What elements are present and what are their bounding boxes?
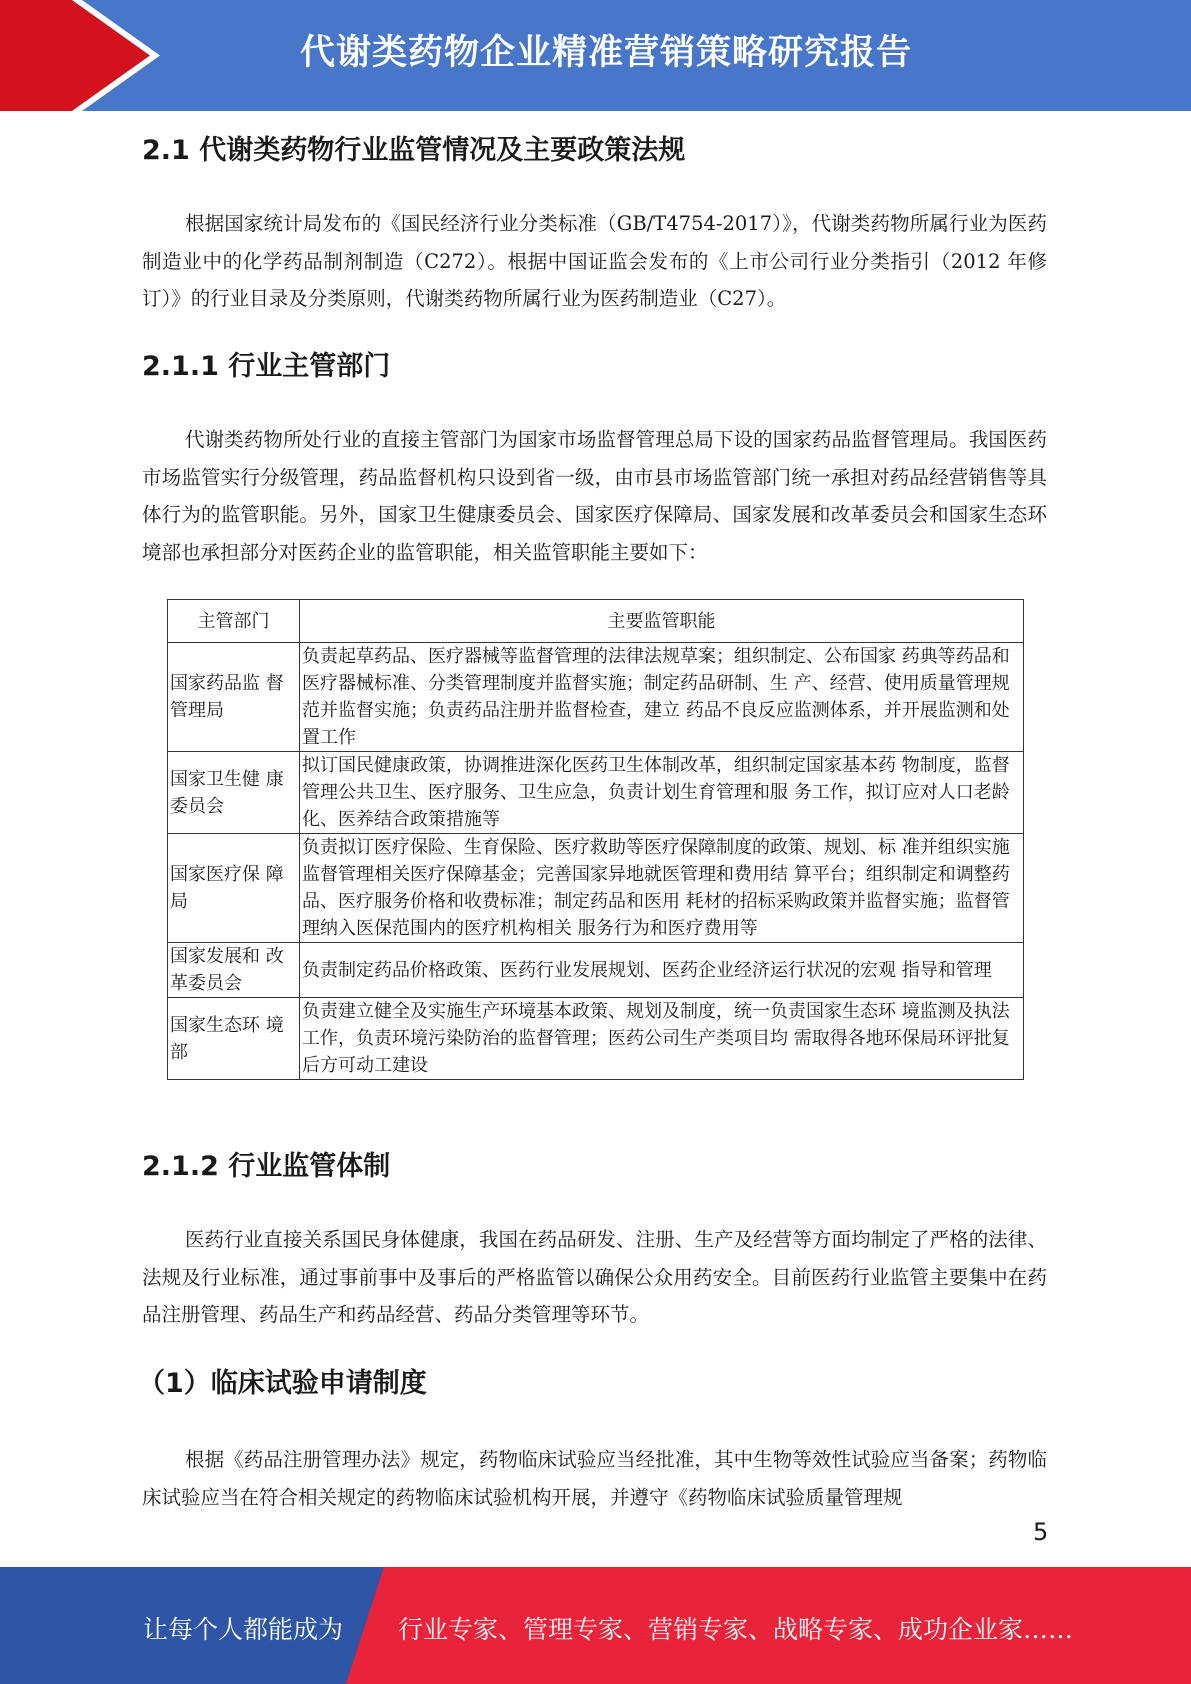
subsection-paragraph-clinical-trial: 根据《药品注册管理办法》规定，药物临床试验应当经批准，其中生物等效性试验应当备案；药物临床试验应当在符合相关规定的药物临床试验机构开展，并遵守《药物临床试验质量管理规 bbox=[142, 1448, 1047, 1509]
table-header-row bbox=[168, 600, 1024, 643]
table-cell-duty: 负责制定药品价格政策、医药行业发展规划、医药企业经济运行状况的宏观 指导和管理 bbox=[300, 943, 1024, 998]
section-paragraph-2-1-1: 代谢类药物所处行业的直接主管部门为国家市场监督管理总局下设的国家药品监督管理局。我国医药市场监管实行分级管理，药品监督机构只设到省一级，由市县市场监管部门统一承担对药品经营销售等具体行为的监管职能。另外，国家卫生健康委员会、国家医疗保障局、国家发展和改革委员会和国家生态环境部也承担部分对医药企业的监管职能，相关监管职能主要如下： bbox=[142, 428, 1047, 564]
footer-slogan-right: 行业专家、管理专家、营销专家、战略专家、成功企业家…… bbox=[398, 1615, 1074, 1644]
table-cell-duty: 负责拟订医疗保险、生育保险、医疗救助等医疗保障制度的政策、规划、标 准并组织实施监督管理相关医疗保障基金；完善国家异地就医管理和费用结 算平台；组织制定和调整药品、医疗服务价格和收费标准；制定药品和医用 耗材的招标采购政策并监督实施；监督管理纳入医保范围内的医疗机构相关 服务行为和医疗费用等 bbox=[300, 834, 1024, 943]
table-row bbox=[168, 643, 1024, 752]
table-cell-duty: 负责建立健全及实施生产环境基本政策、规划及制度，统一负责国家生态环 境监测及执法工作，负责环境污染防治的监督管理；医药公司生产类项目均 需取得各地环保局环评批复后方可动工建设 bbox=[300, 998, 1024, 1080]
table-cell-dept: 国家卫生健 康委员会 bbox=[168, 752, 300, 834]
table-row bbox=[168, 943, 1024, 998]
table-header-dept: 主管部门 bbox=[168, 600, 300, 643]
section-heading-2-1: 2.1 代谢类药物行业监管情况及主要政策法规 bbox=[142, 135, 686, 166]
table-row bbox=[168, 752, 1024, 834]
table-cell-dept: 国家医疗保 障局 bbox=[168, 834, 300, 943]
page-number: 5 bbox=[1033, 1518, 1049, 1546]
table-cell-duty: 拟订国民健康政策，协调推进深化医药卫生体制改革，组织制定国家基本药 物制度，监督管理公共卫生、医疗服务、卫生应急，负责计划生育管理和服 务工作，拟订应对人口老龄化、医养结合政策措施等 bbox=[300, 752, 1024, 834]
section-heading-2-1-1: 2.1.1 行业主管部门 bbox=[142, 351, 391, 382]
footer-slogan-left: 让每个人都能成为 bbox=[143, 1615, 344, 1644]
header-chevron-decoration bbox=[0, 0, 160, 111]
regulator-table bbox=[167, 599, 1024, 1080]
section-paragraph-2-1: 根据国家统计局发布的《国民经济行业分类标准（GB/T4754-2017）》，代谢类药物所属行业为医药制造业中的化学药品制剂制造（C272）。根据中国证监会发布的《上市公司行业分类指引（2012 年修订）》的行业目录及分类原则，代谢类药物所属行业为医药制造业（C27）。 bbox=[142, 212, 1047, 310]
table-row bbox=[168, 998, 1024, 1080]
header-bar bbox=[0, 0, 1191, 111]
section-paragraph-2-1-2: 医药行业直接关系国民身体健康，我国在药品研发、注册、生产及经营等方面均制定了严格的法律、法规及行业标准，通过事前事中及事后的严格监管以确保公众用药安全。目前医药行业监管主要集中在药品注册管理、药品生产和药品经营、药品分类管理等环节。 bbox=[142, 1228, 1047, 1326]
table-cell-duty: 负责起草药品、医疗器械等监督管理的法律法规草案；组织制定、公布国家 药典等药品和医疗器械标准、分类管理制度并监督实施；制定药品研制、生 产、经营、使用质量管理规范并监督实施；负责药品注册并监督检查，建立 药品不良反应监测体系，并开展监测和处置工作 bbox=[300, 643, 1024, 752]
section-heading-2-1-2: 2.1.2 行业监管体制 bbox=[142, 1151, 391, 1182]
table-row bbox=[168, 834, 1024, 943]
report-title: 代谢类药物企业精准营销策略研究报告 bbox=[300, 33, 913, 73]
table-cell-dept: 国家药品监 督管理局 bbox=[168, 643, 300, 752]
subsection-heading-clinical-trial: （1）临床试验申请制度 bbox=[138, 1368, 427, 1399]
table-cell-dept: 国家发展和 改革委员会 bbox=[168, 943, 300, 998]
table-cell-dept: 国家生态环 境部 bbox=[168, 998, 300, 1080]
table-header-duty: 主要监管职能 bbox=[300, 600, 1024, 643]
